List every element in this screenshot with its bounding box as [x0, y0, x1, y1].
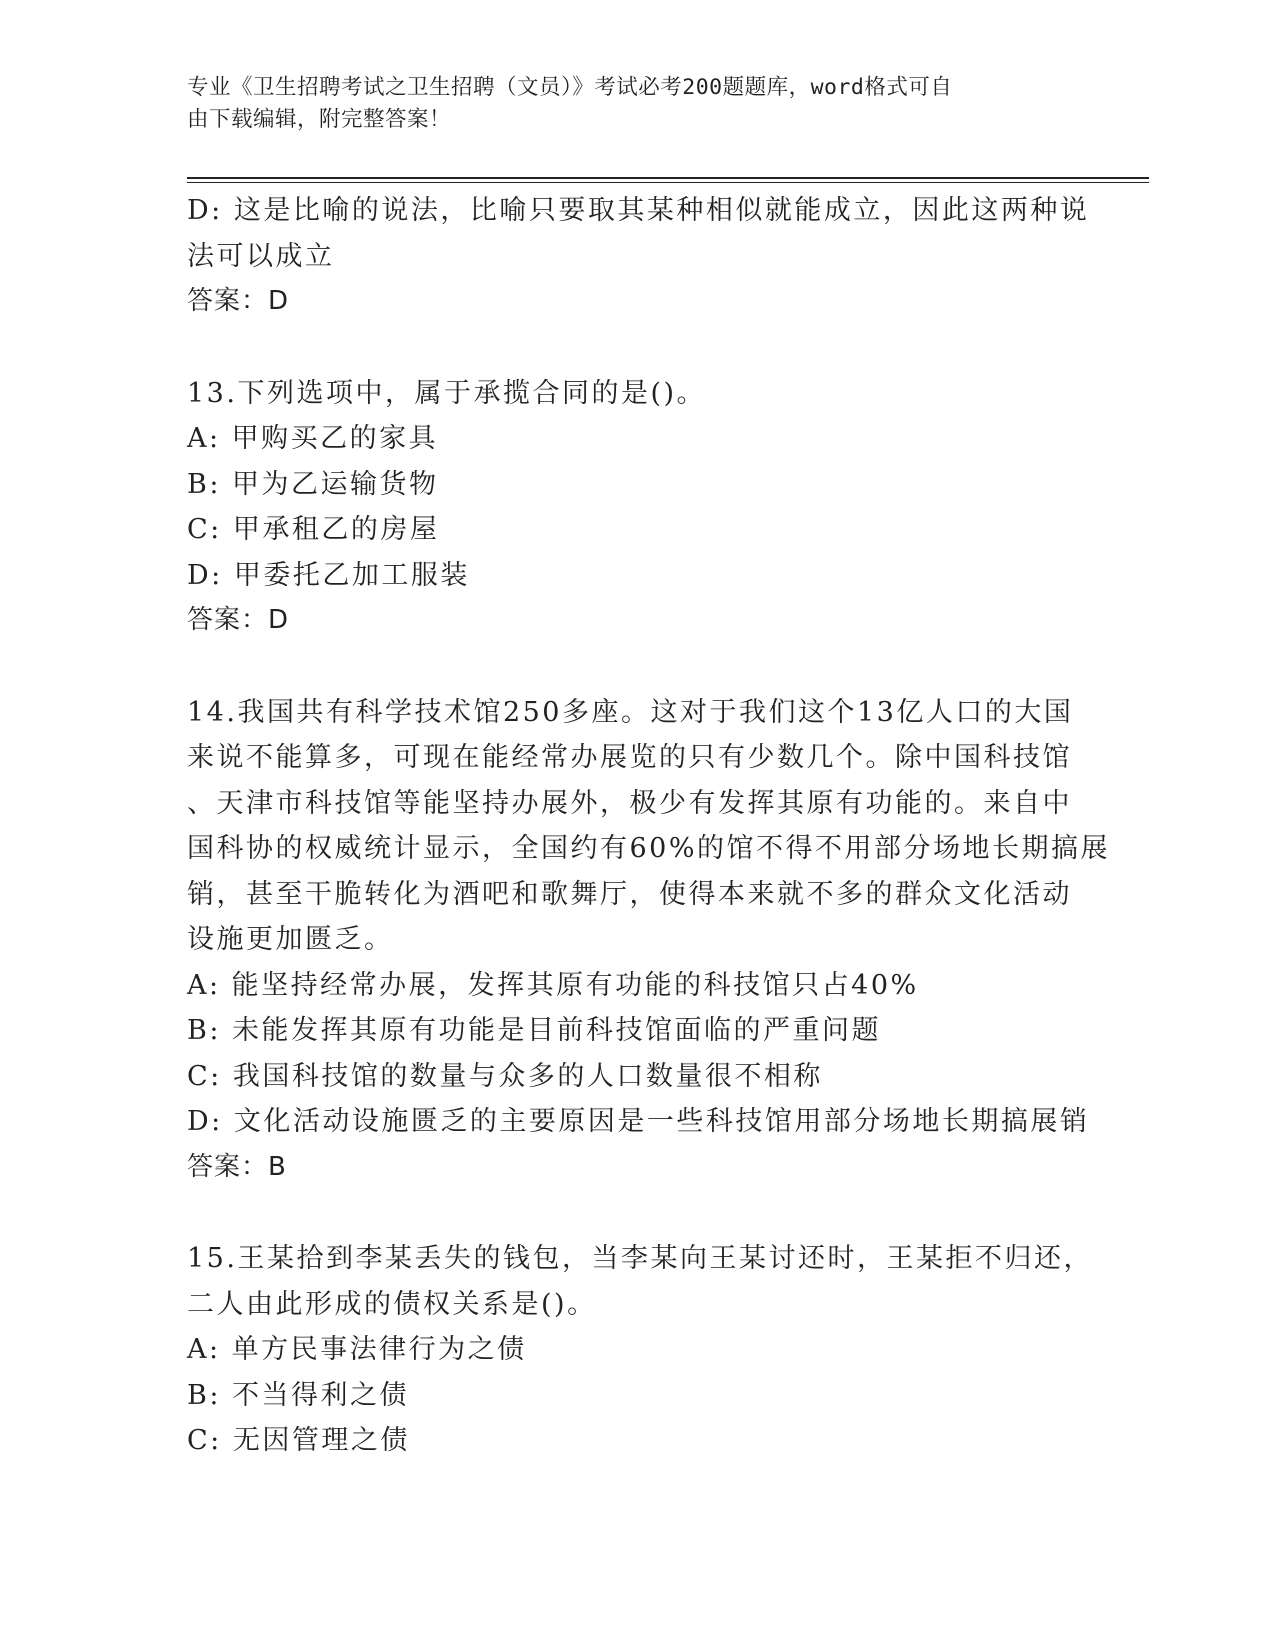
header-divider-thick: [187, 177, 1149, 179]
header-line-2: 由下载编辑，附完整答案！: [187, 107, 452, 132]
spacer: [187, 1190, 1087, 1236]
option-b: B: 不当得利之债: [187, 1379, 410, 1411]
option-d: D: 甲委托乙加工服装: [187, 559, 470, 591]
option-b: B: 甲为乙运输货物: [187, 468, 439, 500]
document-body: [187, 188, 1111, 1464]
spacer: [187, 325, 1087, 371]
option-c: C: 甲承租乙的房屋: [187, 514, 440, 545]
answer-label: 答案：B: [187, 1151, 287, 1182]
spacer: [187, 644, 1087, 690]
question-stem-line-5: 销，甚至干脆转化为酒吧和歌舞厅，使得本来就不多的群众文化活动: [187, 878, 1072, 910]
question-stem: 13.下列选项中，属于承揽合同的是()。: [187, 377, 707, 409]
option-b: B: 未能发挥其原有功能是目前科技馆面临的严重问题: [187, 1015, 882, 1046]
option-c: C: 无因管理之债: [187, 1425, 410, 1456]
question-14: [187, 690, 1111, 1191]
question-stem-line-6: 设施更加匮乏。: [187, 924, 394, 955]
header-line-1: 专业《卫生招聘考试之卫生招聘（文员）》考试必考200题题库，word格式可自: [187, 75, 953, 100]
option-a: A: 能坚持经常办展，发挥其原有功能的科技馆只占40%: [187, 969, 919, 1001]
question-stem-line-4: 国科协的权威统计显示，全国约有60%的馆不得不用部分场地长期搞展: [187, 833, 1111, 864]
question-stem-line-3: 、天津市科技馆等能坚持办展外，极少有发挥其原有功能的。来自中: [187, 787, 1072, 819]
question-stem-line-2: 来说不能算多，可现在能经常办展览的只有少数几个。除中国科技馆: [187, 742, 1072, 773]
previous-question-tail: [187, 188, 1090, 325]
option-d-line-1: D: 这是比喻的说法，比喻只要取其某种相似就能成立，因此这两种说: [187, 195, 1090, 226]
option-a: A: 单方民事法律行为之债: [187, 1334, 527, 1365]
question-13: [187, 371, 1087, 644]
header-divider-thin: [187, 182, 1149, 183]
answer-label: 答案：D: [187, 286, 290, 316]
option-c: C: 我国科技馆的数量与众多的人口数量很不相称: [187, 1060, 823, 1092]
question-stem-line-1: 15.王某拾到李某丢失的钱包，当李某向王某讨还时，王某拒不归还，: [187, 1243, 1093, 1274]
question-15: [187, 1236, 1093, 1464]
document-header: [187, 72, 1067, 136]
answer-label: 答案：D: [187, 605, 290, 635]
option-a: A: 甲购买乙的家具: [187, 423, 439, 454]
option-d-line-2: 法可以成立: [187, 240, 335, 272]
question-stem-line-1: 14.我国共有科学技术馆250多座。这对于我们这个13亿人口的大国: [187, 696, 1074, 728]
option-d: D: 文化活动设施匮乏的主要原因是一些科技馆用部分场地长期搞展销: [187, 1106, 1090, 1137]
question-stem-line-2: 二人由此形成的债权关系是()。: [187, 1288, 597, 1320]
